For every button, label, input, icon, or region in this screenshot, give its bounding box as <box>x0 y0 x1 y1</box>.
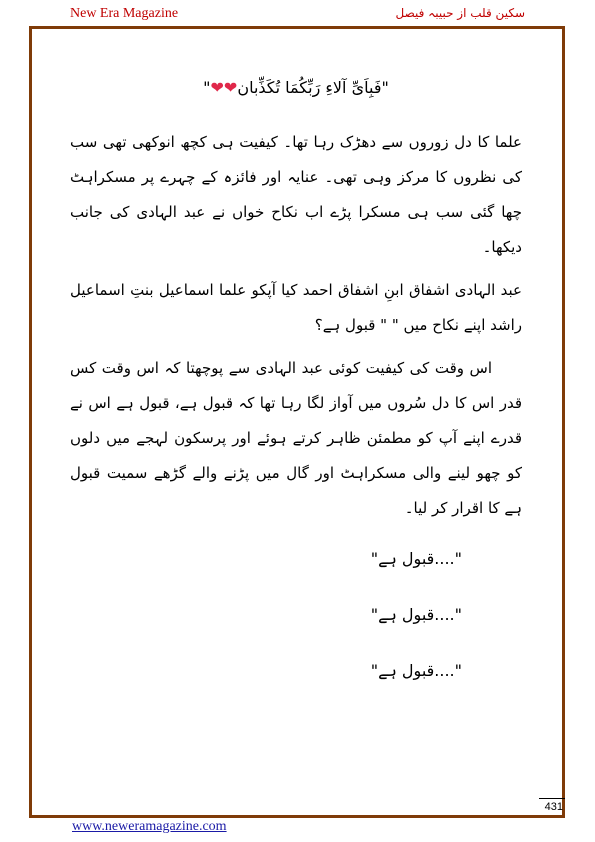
page-number: 431 <box>539 798 565 813</box>
verse-quote-open: " <box>203 78 211 97</box>
paragraph-1: علما کا دل زوروں سے دھڑک رہا تھا۔ کیفیت ہی کچھ انوکھی تھی سب کی نظروں کا مرکز وہی تھی۔ عنایہ اور فائزہ کے چہرے پر مسکراہٹ چھا گئی سب ہی مسکرا پڑے اب نکاح خواں نے عبد الہادی کی جانب دیکھا۔ <box>70 133 522 256</box>
page-content <box>70 72 522 716</box>
paragraph-2: عبد الہادی اشفاق ابنِ اشفاق احمد کیا آپکو علما اسماعیل بنتِ اسماعیل راشد اپنے نکاح میں " " قبول ہے؟ <box>70 281 522 334</box>
magazine-name: New Era Magazine <box>70 6 179 21</box>
story-title: سکین قلب از حبیبہ فیصل <box>395 6 525 20</box>
acceptance-line-1: "....قبول ہے" <box>370 549 462 568</box>
verse-quote-close: " <box>381 78 389 97</box>
paragraph-3: اس وقت کی کیفیت کوئی عبد الہادی سے پوچھتا کہ اس وقت کس قدر اس کا دل سُروں میں آواز لگا رہا تھا کہ قبول ہے، قبول ہے اس نے قدرے اپنے آپ کو مطمئن ظاہر کرتے ہوئے اور پرسکون لہجے میں دلوں کو چھو لینے والی مسکراہٹ اور گال میں پڑنے والے گڑھے سمیت قبول ہے کا اقرار کر لیا۔ <box>70 359 522 517</box>
verse-text: فَبِاَیِّ آلاءِ رَبِّکُمَا تُکَذِّبان <box>237 78 382 97</box>
acceptance-line-2: "....قبول ہے" <box>370 605 462 624</box>
heart-icon: ❤❤ <box>210 78 238 97</box>
acceptance-line-3: "....قبول ہے" <box>370 661 462 680</box>
website-link[interactable]: www.neweramagazine.com <box>72 819 227 834</box>
quranic-verse <box>70 78 522 97</box>
